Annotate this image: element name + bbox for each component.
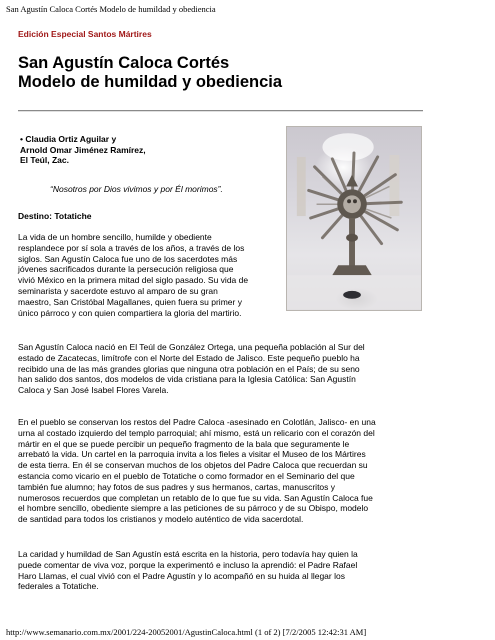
text-line: estancia como vicario en el pueblo de Totatiche o como formador en el Seminario del que <box>18 470 355 481</box>
text-line: siglos. San Agustín Caloca fue uno de los sacerdotes más <box>18 253 238 264</box>
text-line: resplandece por sí sola a través de los años, a través de los <box>18 242 245 253</box>
text-line: jóvenes sacrificados durante la persecución religiosa que <box>18 264 234 275</box>
text-line: San Agustín Caloca nació en El Teúl de González Ortega, una pequeña población al Sur del <box>18 342 365 352</box>
article-byline <box>20 134 270 166</box>
paragraph-birthplace <box>18 342 438 396</box>
text-line: mártir en el que se puede percibir un pequeño fragmento de la bala que seguramente le <box>18 438 350 449</box>
text-line: puede comentar de viva voz, porque la experimentó e incluso la aprendió: el Padre Rafael <box>18 559 358 570</box>
byline-line: • Claudia Ortiz Aguilar y <box>20 134 117 144</box>
horizontal-divider <box>18 110 423 112</box>
text-line: estado de Zacatecas, limítrofe con el Norte del Estado de Jalisco. Este pequeño pueblo ha <box>18 352 360 363</box>
print-header-title: San Agustín Caloca Cortés Modelo de humildad y obediencia <box>6 4 216 14</box>
text-line: La caridad y humildad de San Agustín está escrita en la historia, pero todavía hay quien la <box>18 549 358 559</box>
monstrance-icon <box>287 127 421 310</box>
text-line: seminarista y sacerdote estuvo al amparo de su gran <box>18 285 218 296</box>
text-line: el hombre sencillo, obediente siempre a las peticiones de su párroco y de su Obispo, modelo <box>18 503 369 514</box>
byline-line: Arnold Omar Jiménez Ramírez, <box>20 144 146 155</box>
text-line: también fue alumno; hay fotos de sus padres y sus hermanos, cartas, manuscritos y <box>18 481 336 492</box>
text-line: En el pueblo se conservan los restos del Padre Caloca -asesinado en Colotlán, Jalisco- en una <box>18 417 376 427</box>
subheading: Destino: Totatiche <box>18 211 92 221</box>
text-line: vivió México en la primera mitad del siglo pasado. Su vida de <box>18 275 249 286</box>
text-line: Haro Llamas, el cual vivió con el Padre Agustín y lo acompañó en su huida al llegar los <box>18 570 345 581</box>
article-title-line: San Agustín Caloca Cortés <box>18 54 230 72</box>
text-line: único párroco y con quien compartiera la gloria del martirio. <box>18 307 242 318</box>
paragraph-relics <box>18 417 438 525</box>
text-line: de santidad para todos los cristianos y modelo auténtico de vida sacerdotal. <box>18 514 304 525</box>
article-title-line: Modelo de humildad y obediencia <box>18 73 283 91</box>
monstrance-photo <box>286 126 422 311</box>
section-label: Edición Especial Santos Mártires <box>18 29 152 39</box>
text-line: urna al costado izquierdo del templo parroquial; ahí mismo, está un relicario con el corazón del <box>18 427 375 438</box>
text-line: numerosos recuerdos que completan un retablo de lo que fue su vida. San Agustín Caloca fue <box>18 492 373 503</box>
pull-quote: “Nosotros por Dios vivimos y por Él morimos”. <box>50 184 223 194</box>
text-line: La vida de un hombre sencillo, humilde y obediente <box>18 232 212 242</box>
text-line: Caloca y San José Isabel Flores Varela. <box>18 385 169 396</box>
byline-line: El Teúl, Zac. <box>20 155 69 165</box>
paragraph-charity <box>18 549 438 592</box>
article-title <box>18 54 438 92</box>
text-line: maestro, San Cristóbal Magallanes, quien fuera su primer y <box>18 296 242 307</box>
text-line: han salido dos santos, dos modelos de vida cristiana para la Iglesia Católica: San Agustín <box>18 374 356 385</box>
text-line: arrebató la vida. Un cartel en la parroquia invita a los fieles a visitar el Museo de los Mártires <box>18 449 366 460</box>
text-line: recibido una de las más grandes glorias que ninguna otra población en el País; de su seno <box>18 363 360 374</box>
print-footer-url: http://www.semanario.com.mx/2001/224-20052001/AgustinCaloca.html (1 of 2) [7/2/2005 12:42:31 AM] <box>6 627 367 637</box>
text-line: de esta tierra. En él se conservan muchos de los objetos del Padre Caloca que recuerdan su <box>18 460 368 471</box>
paragraph-intro <box>18 232 280 318</box>
text-line: federales a Totatiche. <box>18 581 99 592</box>
